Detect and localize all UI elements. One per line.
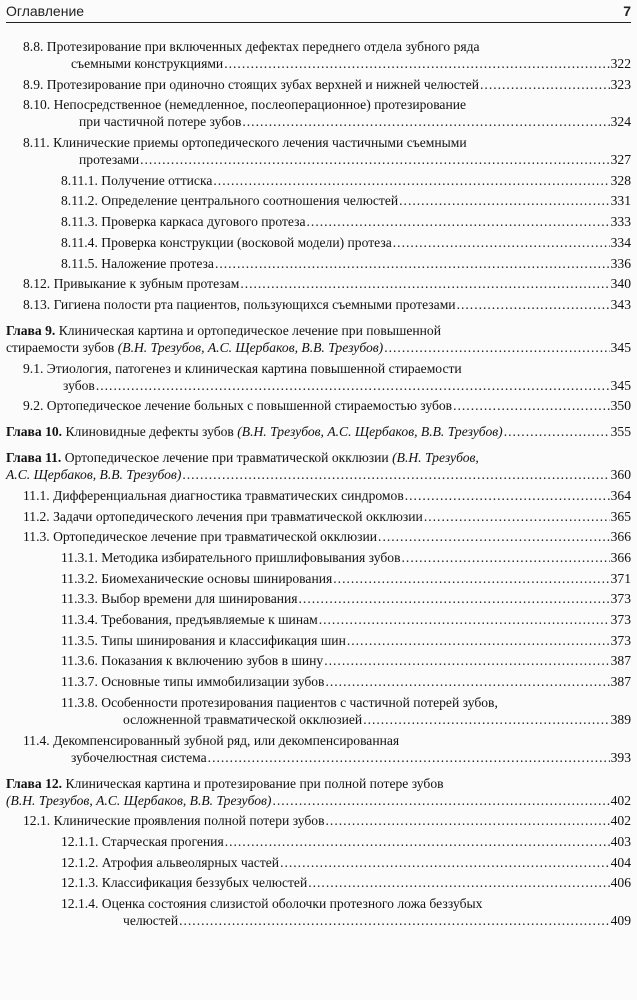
toc-entry-text-cont: челюстей — [123, 912, 179, 928]
toc-entry-12-1-2[interactable] — [6, 854, 631, 871]
toc-page-number: 393 — [610, 749, 631, 765]
toc-entry-text: 11.4. Декомпенсированный зубной ряд, или декомпенсированная — [23, 732, 400, 748]
toc-entry-11-3-5[interactable] — [6, 632, 631, 649]
toc-entry-text-cont: протезами — [79, 152, 140, 168]
toc-entry-text: 11.3.5. Типы шинирования и классификация шин — [61, 632, 346, 648]
toc-entry-11-3-4[interactable] — [6, 611, 631, 628]
dot-leader — [453, 397, 610, 414]
toc-entry-text: 11.3.8. Особенности протезирования пациентов с частичной потерей зубов, — [61, 694, 498, 710]
toc-entry-11-3-6[interactable] — [6, 652, 631, 669]
toc-entry-12-1-3[interactable] — [6, 874, 631, 891]
dot-leader — [326, 812, 610, 829]
toc-page-number: 366 — [610, 550, 631, 565]
toc-entry-text-cont: зубов — [63, 377, 95, 393]
toc-page-number: 389 — [610, 711, 631, 727]
toc-entry-11-3-8[interactable] — [6, 694, 631, 728]
dot-leader — [324, 652, 609, 669]
dot-leader — [424, 508, 610, 525]
toc-entry-text-cont: при частичной потере зубов — [79, 114, 242, 130]
toc-entry-text: 8.8. Протезирование при включенных дефектах переднего отдела зубного ряда — [23, 39, 480, 54]
toc-entry-text: 9.1. Этиология, патогенез и клиническая картина повышенной стираемости — [23, 360, 462, 376]
toc-entry-text: 8.11.3. Проверка каркаса дугового протеза — [61, 214, 306, 230]
toc-entry-text: 8.13. Гигиена полости рта пациентов, пользующихся съемными протезами — [23, 296, 456, 312]
chapter-title: Клиническая картина и ортопедическое лечение при повышенной — [58, 322, 441, 338]
dot-leader — [504, 423, 610, 440]
toc-page-number: 355 — [610, 424, 631, 440]
dot-leader — [208, 749, 610, 766]
chapter-label: Глава 9. — [6, 322, 56, 338]
dot-leader — [347, 632, 610, 649]
toc-entry-8-11-4[interactable] — [6, 234, 631, 251]
dot-leader — [240, 275, 609, 292]
toc-entry-8-11-2[interactable] — [6, 192, 631, 209]
dot-leader — [363, 711, 609, 728]
toc-page-number: 340 — [610, 276, 631, 292]
dot-leader — [325, 673, 609, 690]
toc-page-number: 406 — [610, 875, 631, 891]
dot-leader — [224, 55, 609, 72]
toc-page-number: 404 — [610, 854, 631, 870]
table-of-contents — [6, 38, 631, 933]
dot-leader — [140, 151, 609, 168]
toc-entry-text: 12.1. Клинические проявления полной потери зубов — [23, 813, 325, 829]
toc-page-number: 371 — [610, 570, 631, 586]
dot-leader — [307, 213, 610, 230]
chapter-title: Клиническая картина и протезирование при полной потере зубов — [65, 775, 444, 791]
toc-page-number: 387 — [610, 674, 631, 690]
toc-entry-text-cont: осложненной травматической окклюзией — [123, 711, 363, 727]
dot-leader — [333, 570, 609, 587]
chapter-authors: (В.Н. Трезубов, А.С. Щербаков, В.В. Трезубов) — [117, 339, 384, 355]
dot-leader — [272, 792, 609, 809]
toc-page-number: 345 — [610, 377, 631, 393]
toc-page-number: 334 — [610, 234, 631, 250]
dot-leader — [402, 549, 610, 566]
toc-entry-8-8[interactable] — [6, 38, 631, 72]
toc-page-number: 364 — [610, 487, 631, 503]
toc-page-number: 333 — [610, 214, 631, 230]
dot-leader — [457, 296, 610, 313]
toc-entry-11-3-2[interactable] — [6, 570, 631, 587]
toc-entry-text: 8.9. Протезирование при одиночно стоящих зубах верхней и нижней челюстей — [23, 76, 480, 92]
toc-entry-8-11-5[interactable] — [6, 255, 631, 272]
toc-page-number: 336 — [610, 255, 631, 271]
chapter-authors: (В.Н. Трезубов, А.С. Щербаков, В.В. Трезубов) — [237, 424, 503, 440]
toc-chapter-12[interactable] — [6, 775, 631, 809]
dot-leader — [405, 487, 610, 504]
toc-page-number: 409 — [610, 912, 631, 928]
toc-entry-text: 12.1.3. Классификация беззубых челюстей — [61, 875, 308, 891]
toc-entry-text: 9.2. Ортопедическое лечение больных с повышенной стираемостью зубов — [23, 398, 453, 414]
toc-page-number: 402 — [610, 792, 631, 808]
toc-entry-11-2[interactable] — [6, 508, 631, 525]
dot-leader — [299, 590, 610, 607]
dot-leader — [384, 339, 609, 356]
toc-entry-text: 12.1.1. Старческая прогения — [61, 833, 224, 849]
chapter-label: Глава 12. — [6, 775, 63, 791]
toc-entry-8-11-3[interactable] — [6, 213, 631, 230]
toc-chapter-10[interactable] — [6, 423, 631, 440]
toc-page-number: 360 — [610, 467, 631, 483]
chapter-title: Ортопедическое лечение при травматической окклюзии — [64, 450, 389, 466]
chapter-authors-cont: А.С. Щербаков, В.В. Трезубов) — [6, 467, 182, 483]
dot-leader — [393, 234, 610, 251]
toc-entry-text: 11.3.1. Методика избирательного пришлифовывания зубов — [61, 550, 401, 565]
toc-entry-text: 8.11.4. Проверка конструкции (восковой модели) протеза — [61, 234, 392, 250]
toc-entry-8-10[interactable] — [6, 96, 631, 130]
toc-page-number: 373 — [610, 612, 631, 628]
chapter-label: Глава 11. — [6, 450, 62, 466]
toc-entry-8-9[interactable] — [6, 76, 631, 93]
toc-entry-12-1-1[interactable] — [6, 833, 631, 850]
chapter-authors: (В.Н. Трезубов, А.С. Щербаков, В.В. Трезубов) — [6, 792, 272, 808]
toc-entry-8-11-1[interactable] — [6, 172, 631, 189]
toc-entry-text: 8.12. Привыкание к зубным протезам — [23, 276, 240, 292]
toc-entry-text: 11.3. Ортопедическое лечение при травматической окклюзии — [23, 529, 378, 545]
toc-entry-text: 8.11.2. Определение центрального соотношения челюстей — [61, 193, 399, 209]
toc-chapter-9[interactable] — [6, 322, 631, 356]
toc-chapter-11[interactable] — [6, 449, 631, 483]
toc-entry-text-cont: съемными конструкциями — [71, 56, 224, 71]
toc-page-number: 327 — [610, 152, 631, 168]
toc-entry-text: 8.11. Клинические приемы ортопедического лечения частичными съемными — [23, 135, 467, 151]
toc-entry-text: 8.11.5. Наложение протеза — [61, 255, 214, 271]
dot-leader — [480, 76, 610, 93]
toc-page-number: 324 — [610, 114, 631, 130]
toc-entry-11-1[interactable] — [6, 487, 631, 504]
header-title: Оглавление — [6, 3, 85, 19]
toc-entry-9-1[interactable] — [6, 360, 631, 394]
toc-entry-text: 11.3.2. Биомеханические основы шинирования — [61, 570, 333, 586]
dot-leader — [378, 528, 610, 545]
toc-entry-12-1-4[interactable] — [6, 895, 631, 929]
dot-leader — [182, 466, 609, 483]
toc-entry-text: 12.1.2. Атрофия альвеолярных частей — [61, 854, 280, 870]
toc-page-number: 345 — [610, 339, 631, 355]
toc-page-number: 366 — [610, 529, 631, 545]
dot-leader — [319, 611, 610, 628]
toc-entry-11-4[interactable] — [6, 732, 631, 766]
toc-entry-11-3-7[interactable] — [6, 673, 631, 690]
toc-entry-11-3-1[interactable] — [6, 549, 631, 566]
toc-entry-text: 11.3.4. Требования, предъявляемые к шинам — [61, 612, 318, 628]
dot-leader — [308, 874, 609, 891]
toc-entry-12-1[interactable] — [6, 812, 631, 829]
toc-entry-8-11[interactable] — [6, 134, 631, 168]
toc-page-number: 343 — [610, 296, 631, 312]
toc-entry-text: 11.3.7. Основные типы иммобилизации зубов — [61, 674, 325, 690]
toc-page-number: 323 — [610, 76, 631, 92]
toc-page-number: 365 — [610, 508, 631, 524]
chapter-title-cont: стираемости зубов — [6, 339, 115, 355]
dot-leader — [225, 833, 610, 850]
running-header — [6, 0, 631, 23]
toc-entry-text: 11.3.6. Показания к включению зубов в шину — [61, 653, 324, 669]
toc-page-number: 403 — [610, 833, 631, 849]
toc-page-number: 373 — [610, 591, 631, 607]
toc-page-number: 328 — [610, 172, 631, 188]
toc-page-number: 402 — [610, 813, 631, 829]
dot-leader — [280, 854, 610, 871]
dot-leader — [242, 113, 609, 130]
toc-entry-text: 12.1.4. Оценка состояния слизистой оболочки протезного ложа беззубых — [61, 895, 483, 911]
toc-entry-text: 11.3.3. Выбор времени для шинирования — [61, 591, 298, 607]
toc-entry-11-3-3[interactable] — [6, 590, 631, 607]
toc-entry-text: 8.10. Непосредственное (немедленное, послеоперационное) протезирование — [23, 97, 467, 113]
chapter-label: Глава 10. — [6, 424, 63, 440]
toc-entry-8-12[interactable] — [6, 275, 631, 292]
dot-leader — [215, 255, 610, 272]
toc-page-number: 322 — [610, 56, 631, 71]
dot-leader — [213, 172, 609, 189]
toc-page-number: 387 — [610, 653, 631, 669]
toc-page-number: 373 — [610, 632, 631, 648]
toc-entry-11-3[interactable] — [6, 528, 631, 545]
chapter-title: Клиновидные дефекты зубов — [65, 424, 234, 440]
toc-entry-text: 11.1. Дифференциальная диагностика травматических синдромов — [23, 487, 404, 503]
toc-page-number: 331 — [610, 193, 631, 209]
toc-entry-8-13[interactable] — [6, 296, 631, 313]
toc-entry-text: 11.2. Задачи ортопедического лечения при травматической окклюзии — [23, 508, 423, 524]
toc-page-number: 350 — [610, 398, 631, 414]
toc-entry-text: 8.11.1. Получение оттиска — [61, 172, 213, 188]
chapter-authors: (В.Н. Трезубов, — [392, 450, 479, 466]
dot-leader — [179, 912, 610, 929]
dot-leader — [96, 377, 610, 394]
dot-leader — [399, 192, 609, 209]
toc-entry-text-cont: зубочелюстная система — [71, 749, 207, 765]
header-page-number: 7 — [623, 3, 631, 19]
toc-entry-9-2[interactable] — [6, 397, 631, 414]
